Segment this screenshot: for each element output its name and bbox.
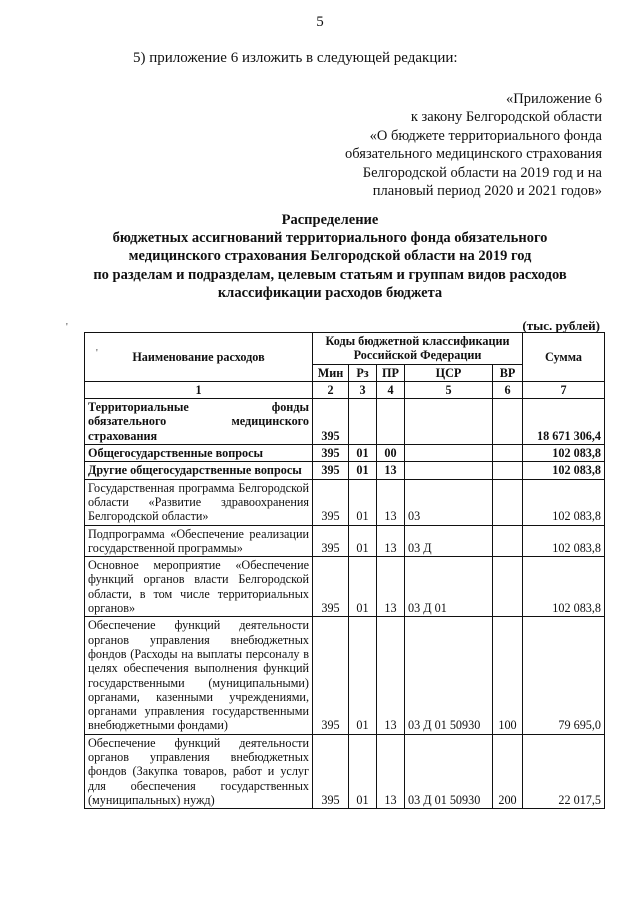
row-min: 395 — [313, 734, 349, 808]
row-min: 395 — [313, 445, 349, 462]
appendix-line: к закону Белгородской области — [410, 109, 602, 126]
row-sum: 102 083,8 — [523, 462, 605, 479]
header-codes-group: Коды бюджетной классификации Российской Федерации — [313, 333, 523, 365]
row-pr: 00 — [377, 445, 405, 462]
row-vr — [493, 445, 523, 462]
row-name: Основное мероприятие «Обеспечение функций органов власти Белгородской области, в том числе территориальных органов» — [85, 557, 313, 617]
row-csr: 03 — [405, 479, 493, 525]
row-vr: 200 — [493, 734, 523, 808]
heading-line: медицинского страхования Белгородской области на 2019 год — [128, 248, 532, 265]
row-rz: 01 — [349, 557, 377, 617]
row-min: 395 — [313, 617, 349, 734]
row-pr: 13 — [377, 734, 405, 808]
table-row — [85, 399, 605, 445]
header-name: Наименование расходов — [85, 333, 313, 382]
appendix-line: Белгородской области на 2019 год и на — [362, 164, 602, 181]
intro-text: 5) приложение 6 изложить в следующей редакции: — [133, 50, 458, 66]
row-vr — [493, 479, 523, 525]
header-pr: ПР — [377, 364, 405, 381]
table-row — [85, 462, 605, 479]
budget-table — [84, 332, 605, 809]
row-rz: 01 — [349, 525, 377, 557]
appendix-line: обязательного медицинского страхования — [345, 146, 602, 163]
row-csr: 03 Д 01 50930 — [405, 617, 493, 734]
row-csr — [405, 462, 493, 479]
row-name: Общегосударственные вопросы — [85, 445, 313, 462]
appendix-reference — [345, 90, 602, 200]
row-sum: 79 695,0 — [523, 617, 605, 734]
row-sum: 102 083,8 — [523, 479, 605, 525]
page-number: 5 — [316, 14, 324, 30]
row-min: 395 — [313, 462, 349, 479]
column-number: 7 — [523, 381, 605, 398]
row-csr — [405, 445, 493, 462]
scan-speck: ' — [96, 348, 98, 359]
header-rz: Рз — [349, 364, 377, 381]
heading-line: по разделам и подразделам, целевым статьям и группам видов расходов — [93, 266, 567, 283]
heading-line: Распределение — [281, 212, 379, 228]
column-number: 5 — [405, 381, 493, 398]
row-min: 395 — [313, 525, 349, 557]
appendix-line: «Приложение 6 — [506, 91, 602, 107]
row-name: Обеспечение функций деятельности органов управления внебюджетных фондов (Закупка товаров, работ и услуг для обеспечения государственных (муниципальных) нужд) — [85, 734, 313, 808]
header-amount: Сумма — [523, 333, 605, 382]
column-number: 6 — [493, 381, 523, 398]
document-heading — [60, 211, 600, 302]
row-sum: 18 671 306,4 — [523, 399, 605, 445]
header-vr: ВР — [493, 364, 523, 381]
row-pr: 13 — [377, 462, 405, 479]
table-row — [85, 525, 605, 557]
row-min: 395 — [313, 557, 349, 617]
row-rz: 01 — [349, 734, 377, 808]
header-csr: ЦСР — [405, 364, 493, 381]
column-number: 1 — [85, 381, 313, 398]
row-pr: 13 — [377, 557, 405, 617]
table-row — [85, 734, 605, 808]
table-row — [85, 617, 605, 734]
row-sum: 102 083,8 — [523, 557, 605, 617]
row-min: 395 — [313, 479, 349, 525]
row-rz: 01 — [349, 462, 377, 479]
row-csr: 03 Д 01 — [405, 557, 493, 617]
row-csr — [405, 399, 493, 445]
row-name: Обеспечение функций деятельности органов управления внебюджетных фондов (Расходы на выплаты персоналу в целях обеспечения выполнения функций государственными (муниципальными) органами, казенными учреждениями, органами управления государственными внебюджетными фондами) — [85, 617, 313, 734]
table-row — [85, 445, 605, 462]
units-label: (тыс. рублей) — [522, 318, 600, 333]
row-name: Территориальные фонды обязательного медицинского страхования — [85, 399, 313, 445]
column-number: 2 — [313, 381, 349, 398]
row-csr: 03 Д — [405, 525, 493, 557]
row-pr: 13 — [377, 525, 405, 557]
appendix-line: плановый период 2020 и 2021 годов» — [372, 183, 602, 200]
row-sum: 22 017,5 — [523, 734, 605, 808]
column-number: 4 — [377, 381, 405, 398]
scan-speck: ' — [66, 322, 68, 333]
table-row — [85, 479, 605, 525]
row-sum: 102 083,8 — [523, 445, 605, 462]
heading-line: классификации расходов бюджета — [217, 284, 443, 301]
row-name: Государственная программа Белгородской области «Развитие здравоохранения Белгородской области» — [85, 479, 313, 525]
row-vr — [493, 525, 523, 557]
header-min: Мин — [313, 364, 349, 381]
row-pr: 13 — [377, 479, 405, 525]
row-name: Другие общегосударственные вопросы — [85, 462, 313, 479]
row-vr — [493, 462, 523, 479]
row-rz — [349, 399, 377, 445]
row-rz: 01 — [349, 479, 377, 525]
heading-line: бюджетных ассигнований территориального фонда обязательного — [112, 230, 548, 247]
row-pr: 13 — [377, 617, 405, 734]
row-vr — [493, 399, 523, 445]
column-number: 3 — [349, 381, 377, 398]
row-name: Подпрограмма «Обеспечение реализации государственной программы» — [85, 525, 313, 557]
appendix-line: «О бюджете территориального фонда — [369, 127, 602, 144]
table-row — [85, 557, 605, 617]
row-rz: 01 — [349, 617, 377, 734]
row-vr: 100 — [493, 617, 523, 734]
row-rz: 01 — [349, 445, 377, 462]
column-number-row — [85, 381, 605, 398]
row-sum: 102 083,8 — [523, 525, 605, 557]
row-csr: 03 Д 01 50930 — [405, 734, 493, 808]
row-min: 395 — [313, 399, 349, 445]
row-pr — [377, 399, 405, 445]
row-vr — [493, 557, 523, 617]
